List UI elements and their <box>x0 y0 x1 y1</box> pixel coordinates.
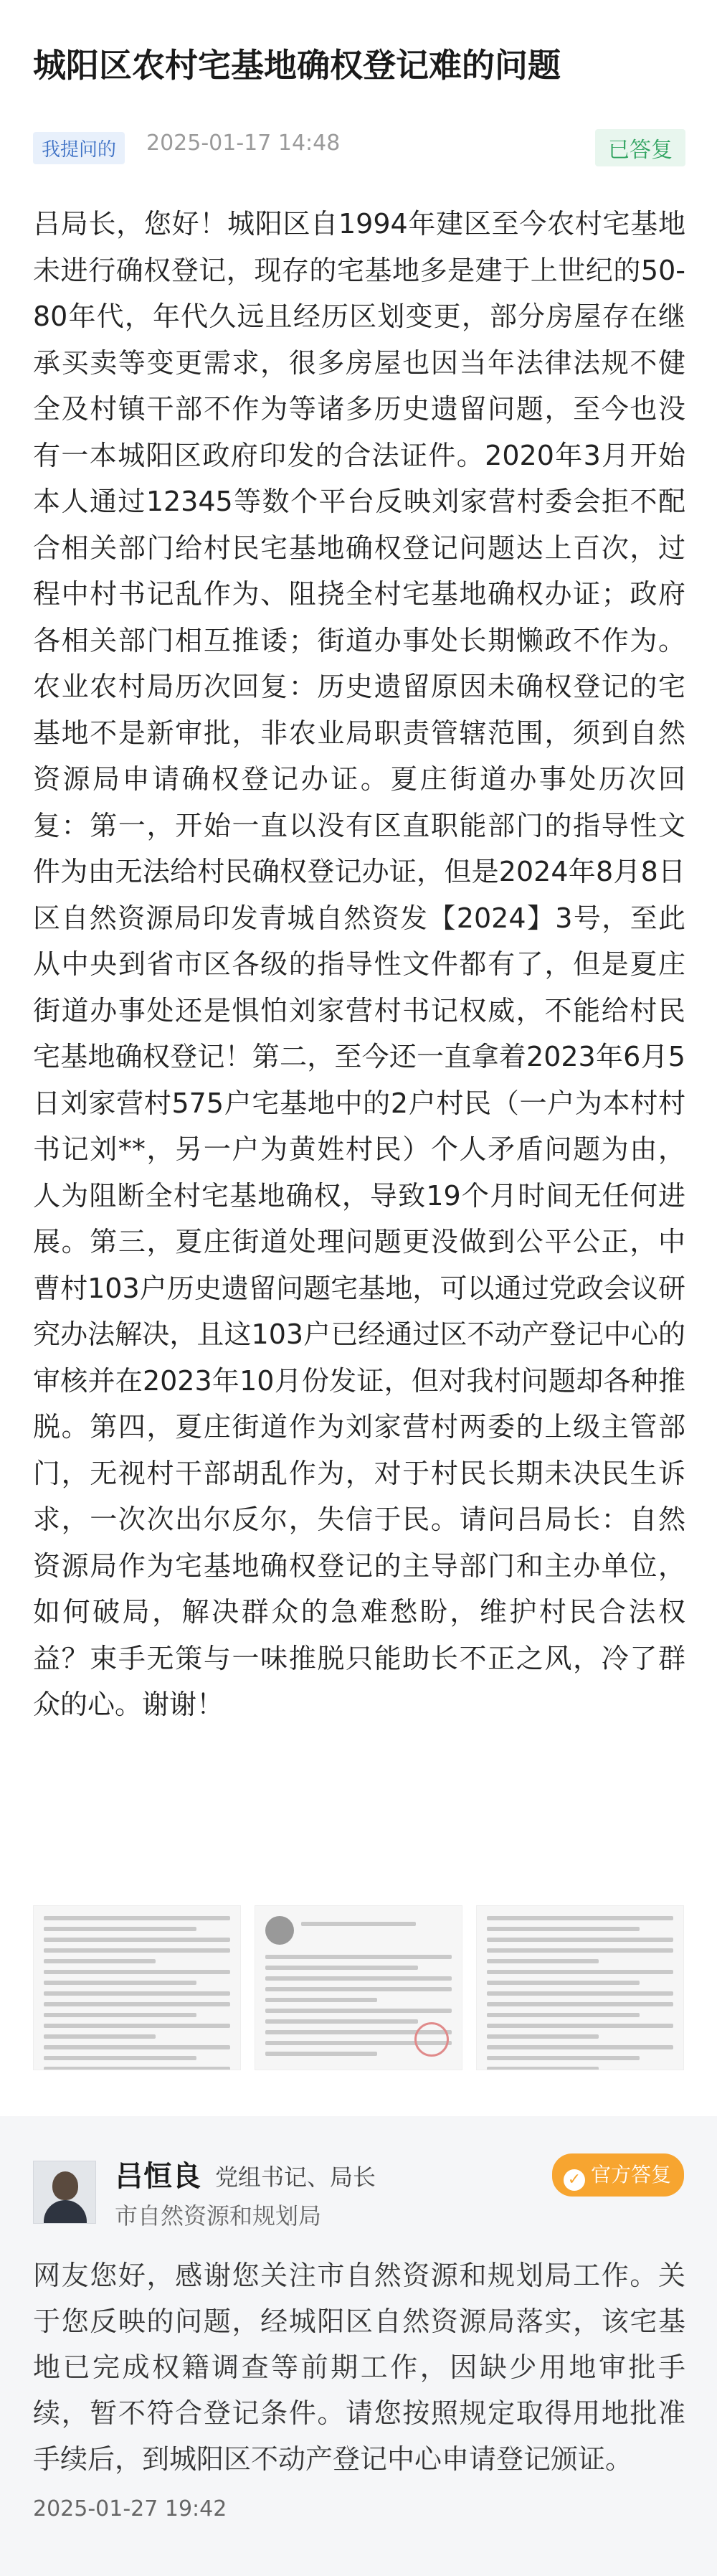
question-body: 吕局长，您好！城阳区自1994年建区至今农村宅基地未进行确权登记，现存的宅基地多是建于上世纪的50-80年代，年代久远且经历区划变更，部分房屋存在继承买卖等变更需求，很多房屋也因当年法律法规不健全及村镇干部不作为等诸多历史遗留问题，至今也没有一本城阳区政府印发的合法证件。2020年3月开始本人通过12345等数个平台反映刘家营村委会拒不配合相关部门给村民宅基地确权登记问题达上百次，过程中村书记乱作为、阻挠全村宅基地确权办证；政府各相关部门相互推诿；街道办事处长期懒政不作为。农业农村局历次回复：历史遗留原因未确权登记的宅基地不是新审批，非农业局职责管辖范围，须到自然资源局申请确权登记办证。夏庄街道办事处历次回复：第一，开始一直以没有区直职能部门的指导性文件为由无法给村民确权登记办证，但是2024年8月8日区自然资源局印发青城自然资发【2024】3号，至此从中央到省市区各级的指导性文件都有了，但是夏庄街道办事处还是惧怕刘家营村书记权威，不能给村民宅基地确权登记！第二，至今还一直拿着2023年6月5日刘家营村575户宅基地中的2户村民（一户为本村村书记刘**，另一户为黄姓村民）个人矛盾问题为由，人为阻断全村宅基地确权，导致19个月时间无任何进展。第三，夏庄街道处理问题更没做到公平公正，中曹村103户历史遗留问题宅基地，可以通过党政会议研究办法解决，且这103户已经通过区不动产登记中心的审核并在2023年10月份发证，但对我村问题却各种推脱。第四，夏庄街道作为刘家营村两委的上级主管部门，无视村干部胡乱作为，对于村民长期未决民生诉求，一次次出尔反尔，失信于民。请问吕局长：自然资源局作为宅基地确权登记的主导部门和主办单位，如何破局，解决群众的急难愁盼，维护村民合法权益？束手无策与一味推脱只能助长不正之风，冷了群众的心。谢谢！ <box>33 208 685 1720</box>
attachment-gallery <box>33 1905 684 2070</box>
answer-timestamp: 2025-01-27 19:42 <box>33 2496 227 2521</box>
seal-icon <box>414 2022 449 2057</box>
question-title: 城阳区农村宅基地确权登记难的问题 <box>33 46 561 85</box>
attachment-thumbnail[interactable] <box>255 1905 462 2070</box>
question-timestamp: 2025-01-17 14:48 <box>146 131 341 156</box>
answerer-org: 市自然资源和规划局 <box>115 2202 322 2230</box>
official-badge-label: 官方答复 <box>590 2163 671 2186</box>
attachment-thumbnail[interactable] <box>476 1905 684 2070</box>
asked-by-me-tag: 我提问的 <box>33 132 125 164</box>
check-icon: ✓ <box>564 2169 585 2191</box>
answer-body: 网友您好，感谢您关注市自然资源和规划局工作。关于您反映的问题，经城阳区自然资源局落实，该宅基地已完成权籍调查等前期工作，因缺少用地审批手续，暂不符合登记条件。请您按照规定取得用地批准手续后，到城阳区不动产登记中心申请登记颁证。 <box>33 2260 685 2475</box>
avatar[interactable] <box>33 2161 96 2224</box>
answerer-role: 党组书记、局长 <box>215 2164 376 2191</box>
status-badge: 已答复 <box>595 129 685 166</box>
official-answer-badge <box>552 2153 684 2197</box>
official-answer <box>0 2116 717 2576</box>
answerer-name: 吕恒良 <box>115 2160 201 2193</box>
attachment-thumbnail[interactable] <box>33 1905 241 2070</box>
question-meta <box>33 129 685 164</box>
